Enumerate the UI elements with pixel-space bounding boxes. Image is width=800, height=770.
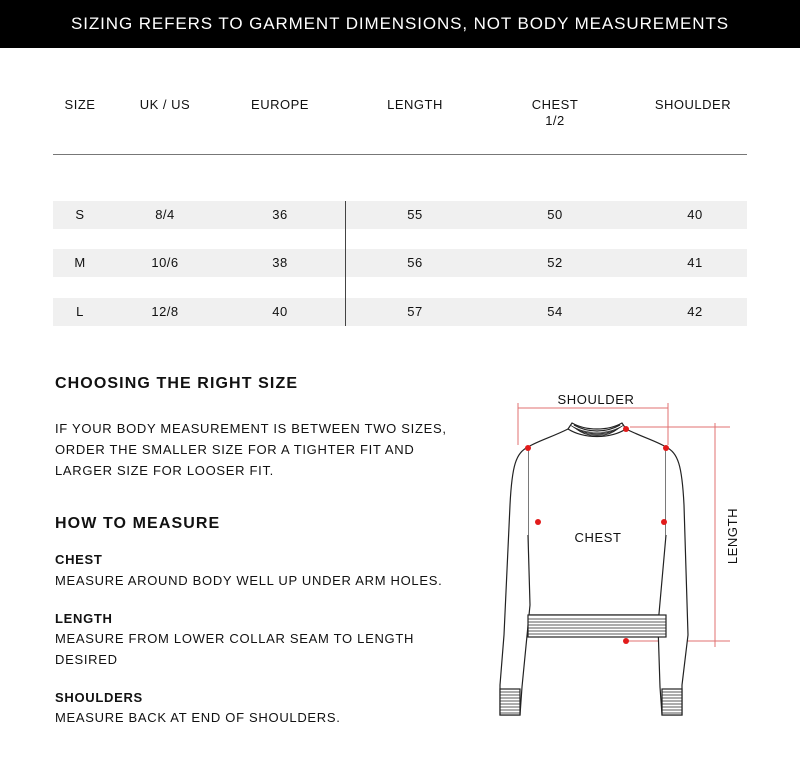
- cell-europe: 40: [272, 304, 288, 319]
- table-row: [53, 249, 747, 277]
- shoulders-text: MEASURE BACK AT END OF SHOULDERS.: [55, 710, 341, 725]
- cell-length: 57: [407, 304, 423, 319]
- right-cuff: [662, 689, 682, 715]
- top-banner: [0, 0, 800, 48]
- cell-shoulder: 42: [687, 304, 703, 319]
- cell-chest: 52: [547, 255, 563, 270]
- cell-uk-us: 8/4: [155, 207, 175, 222]
- cell-length: 55: [407, 207, 423, 222]
- banner-text: SIZING REFERS TO GARMENT DIMENSIONS, NOT BODY MEASUREMENTS: [71, 14, 729, 33]
- chest-right-marker: [661, 519, 667, 525]
- cell-shoulder: 41: [687, 255, 703, 270]
- left-cuff: [500, 689, 520, 715]
- chest-left-marker: [535, 519, 541, 525]
- cell-size: L: [76, 304, 84, 319]
- table-row: [53, 201, 747, 229]
- shoulder-left-marker: [525, 445, 531, 451]
- left-sleeve: [500, 447, 530, 715]
- how-to-title: HOW TO MEASURE: [55, 515, 221, 532]
- shoulder-label: SHOULDER: [557, 392, 635, 407]
- cell-europe: 36: [272, 207, 288, 222]
- cell-size: S: [75, 207, 85, 222]
- sweater-body: [528, 429, 666, 615]
- cell-uk-us: 10/6: [151, 255, 179, 270]
- cell-chest: 50: [547, 207, 563, 222]
- length-heading: LENGTH: [55, 611, 113, 626]
- hem-marker: [623, 638, 629, 644]
- cell-chest: 54: [547, 304, 563, 319]
- shoulders-heading: SHOULDERS: [55, 690, 143, 705]
- sweater-outline: [500, 423, 688, 715]
- cell-length: 56: [407, 255, 423, 270]
- choosing-title: CHOOSING THE RIGHT SIZE: [55, 375, 299, 392]
- cell-shoulder: 40: [687, 207, 703, 222]
- chest-heading: CHEST: [55, 552, 103, 567]
- header-length: LENGTH: [387, 97, 443, 112]
- collar-marker: [623, 426, 629, 432]
- cell-uk-us: 12/8: [151, 304, 179, 319]
- header-size: SIZE: [64, 97, 96, 112]
- choosing-text: IF YOUR BODY MEASUREMENT IS BETWEEN TWO SIZES, ORDER THE SMALLER SIZE FOR A TIGHTER FIT AND LARGER SIZE FOR LOOSER FIT.: [55, 421, 447, 478]
- column-divider: [345, 201, 346, 326]
- table-row: [53, 298, 747, 326]
- header-europe: EUROPE: [251, 97, 309, 112]
- header-shoulder: SHOULDER: [654, 97, 732, 112]
- sweater-diagram: [490, 385, 750, 725]
- header-uk-us: UK / US: [139, 97, 191, 112]
- chest-text: MEASURE AROUND BODY WELL UP UNDER ARM HOLES.: [55, 573, 443, 588]
- length-label: LENGTH: [725, 507, 740, 565]
- cell-europe: 38: [272, 255, 288, 270]
- header-chest: CHEST 1/2: [531, 97, 579, 128]
- chest-label: CHEST: [574, 530, 622, 545]
- cell-size: M: [74, 255, 86, 270]
- shoulder-right-marker: [663, 445, 669, 451]
- header-divider: [53, 154, 747, 155]
- length-text: MEASURE FROM LOWER COLLAR SEAM TO LENGTH DESIRED: [55, 631, 415, 667]
